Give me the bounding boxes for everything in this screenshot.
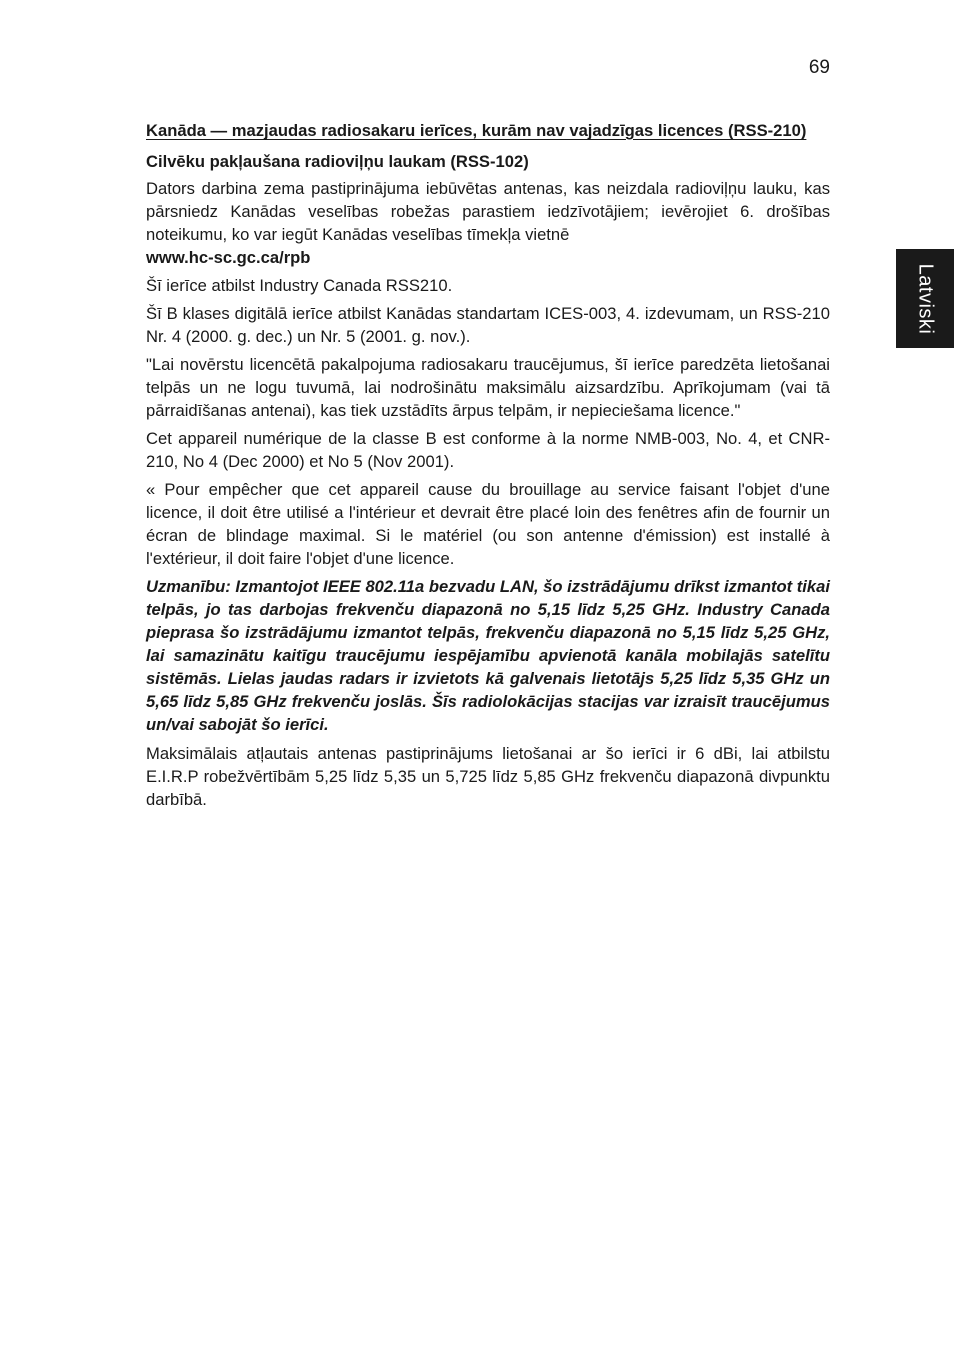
document-body [146, 119, 830, 816]
paragraph-french-brouillage: « Pour empêcher que cet appareil cause du brouillage au service faisant l'objet d'une licence, il doit être utilisé a l'intérieur et devrait être placé loin des fenêtres afin de fournir un écran de blindage maximal. Si le matériel (ou son antenne d'émission) est installé à l'extérieur, il doit faire l'objet d'une licence. [146, 480, 830, 568]
page-number: 69 [808, 57, 830, 78]
warning-paragraph: Uzmanību: Izmantojot IEEE 802.11a bezvadu LAN, šo izstrādājumu drīkst izmantot tikai telpās, jo tas darbojas frekvenču diapazonā no 5,15 līdz 5,25 GHz. Industry Canada pieprasa šo izstrādājumu izmantot telpās, frekvenču diapazonā no 5,15 līdz 5,25 GHz, lai samazinātu kaitīgu traucējumu iespējamību apvienotā kanāla mobilajās satelītu sistēmās. Lielas jaudas radars ir izvietots kā galvenais lietotājs 5,25 līdz 5,35 GHz un 5,65 līdz 5,85 GHz frekvenču joslās. Šīs radiolokācijas stacijas var izraisīt traucējumus un/vai sabojāt šo ierīci. [146, 577, 830, 734]
paragraph-licence-notice: "Lai novērstu licencētā pakalpojuma radiosakaru traucējumus, šī ierīce paredzēta lietošanai telpās un ne logu tuvumā, lai nodrošinātu maksimālu aizsardzību. Aprīkojumam (vai tā pārraidīšanas antenai), kas tiek uzstādīts ārpus telpām, ir nepieciešama licence." [146, 355, 830, 420]
paragraph-ices003: Šī B klases digitālā ierīce atbilst Kanādas standartam ICES-003, 4. izdevumam, un RSS-210 Nr. 4 (2000. g. dec.) un Nr. 5 (2001. g. nov.). [146, 304, 830, 346]
paragraph-rf-exposure-text: Dators darbina zema pastiprinājuma iebūvētas antenas, kas neizdala radioviļņu lauku, kas pārsniedz Kanādas veselības robežas parastiem iedzīvotājiem; ievērojiet 6. drošības noteikumu, ko var iegūt Kanādas veselības tīmekļa vietnē [146, 179, 830, 244]
paragraph-rss210: Šī ierīce atbilst Industry Canada RSS210. [146, 276, 453, 295]
paragraph-antenna-gain: Maksimālais atļautais antenas pastiprinājums lietošanai ar šo ierīci ir 6 dBi, lai atbilstu E.I.R.P robežvērtībām 5,25 līdz 5,35 un 5,725 līdz 5,85 GHz frekvenču diapazonā divpunktu darbībā. [146, 744, 830, 809]
health-canada-url: www.hc-sc.gc.ca/rpb [146, 248, 311, 267]
section-heading: Kanāda — mazjaudas radiosakaru ierīces, kurām nav vajadzīgas licences (RSS-210) [146, 121, 807, 140]
language-side-tab [896, 249, 954, 348]
paragraph-rf-exposure [146, 177, 830, 269]
language-side-tab-label: Latviski [914, 263, 937, 334]
paragraph-french-nmb003: Cet appareil numérique de la classe B est conforme à la norme NMB-003, No. 4, et CNR-210, No 4 (Dec 2000) et No 5 (Nov 2001). [146, 429, 830, 471]
section-subheading: Cilvēku pakļaušana radioviļņu laukam (RSS-102) [146, 152, 529, 171]
